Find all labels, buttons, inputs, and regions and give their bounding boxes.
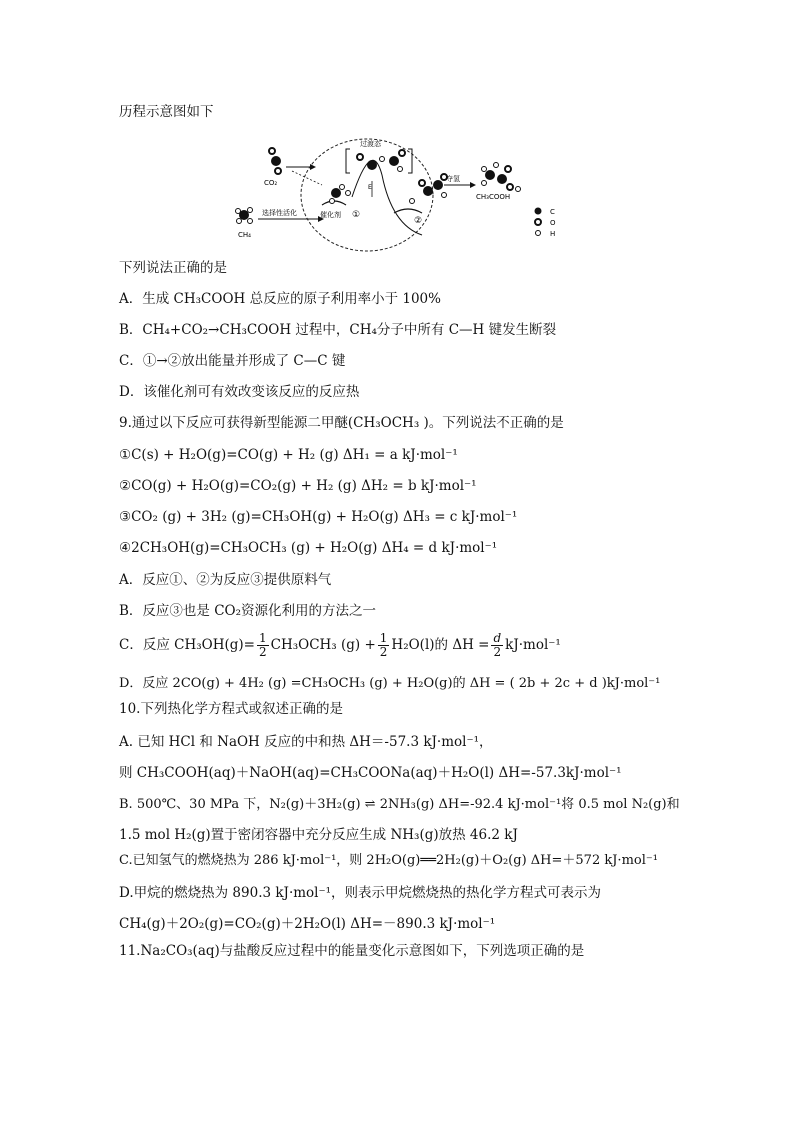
legend-c-label: C <box>550 208 555 216</box>
q9-reaction-1: ①C(s) + H₂O(g)=CO(g) + H₂ (g) ΔH₁ = a kJ·mol⁻¹ <box>119 447 458 463</box>
product-label: CH₃COOH <box>476 193 511 201</box>
energy-label: E <box>368 184 372 191</box>
co2-label: CO₂ <box>264 179 278 187</box>
q8-option-c: C．①→②放出能量并形成了 C—C 键 <box>119 353 346 369</box>
q9-option-c <box>119 632 561 659</box>
q9-option-c-pre: C．反应 CH₃OH(g)= <box>119 637 255 653</box>
q9-option-a: A．反应①、②为反应③提供原料气 <box>119 572 332 588</box>
q10-option-d-line1: D.甲烷的燃烧热为 890.3 kJ·mol⁻¹，则表示甲烷燃烧热的热化学方程式可表示为 <box>119 885 602 901</box>
legend-h-swatch <box>536 231 541 236</box>
q9-option-b: B．反应③也是 CO₂资源化利用的方法之一 <box>119 603 377 619</box>
ch4-label: CH₄ <box>238 231 251 239</box>
transition-state-label: 过渡态 <box>360 140 381 148</box>
q8-option-d: D．该催化剂可有效改变该反应的反应热 <box>119 384 360 400</box>
q10-option-d-line2: CH₄(g)＋2O₂(g)=CO₂(g)＋2H₂O(l) ΔH=－890.3 kJ·mol⁻¹ <box>119 916 496 932</box>
step-1-label: ① <box>352 210 361 220</box>
q10-option-a-line1: A. 已知 HCl 和 NaOH 反应的中和热 ΔH＝-57.3 kJ·mol⁻¹， <box>119 734 493 750</box>
q10-option-c: C.已知氢气的燃烧热为 286 kJ·mol⁻¹，则 2H₂O(g)══2H₂(g)＋O₂(g) ΔH=＋572 kJ·mol⁻¹ <box>119 853 658 868</box>
selective-activation-label: 选择性活化 <box>262 209 297 217</box>
q8-stem: 下列说法正确的是 <box>119 260 227 276</box>
q9-option-c-mid1: CH₃OCH₃ (g) + <box>270 637 376 653</box>
q10-option-b-line1: B. 500℃、30 MPa 下，N₂(g)＋3H₂(g) ⇌ 2NH₃(g) ΔH=-92.4 kJ·mol⁻¹将 0.5 mol N₂(g)和 <box>119 797 680 812</box>
q9-option-c-post: kJ·mol⁻¹ <box>505 637 561 653</box>
ch4-molecule <box>236 208 253 224</box>
legend-o-swatch <box>535 219 541 225</box>
q9-option-c-mid2: H₂O(l)的 ΔH = <box>391 637 490 653</box>
fraction-half-1: $\frac{1}{2}$ <box>258 631 267 659</box>
remove-h-label: 夺氢 <box>446 175 460 183</box>
intro-text: 历程示意图如下 <box>119 104 214 120</box>
fraction-half-2: $\frac{1}{2}$ <box>379 631 388 659</box>
q11-stem: 11.Na₂CO₃(aq)与盐酸反应过程中的能量变化示意图如下，下列选项正确的是 <box>119 943 585 959</box>
catalyst-label: 催化剂 <box>320 211 341 219</box>
legend-h-label: H <box>550 230 556 238</box>
q9-stem: 9.通过以下反应可获得新型能源二甲醚(CH₃OCH₃ )。下列说法不正确的是 <box>119 415 564 431</box>
q8-option-b: B．CH₄+CO₂→CH₃COOH 过程中，CH₄分子中所有 C—H 键发生断裂 <box>119 322 557 338</box>
q10-stem: 10.下列热化学方程式或叙述正确的是 <box>119 701 343 717</box>
q9-reaction-4: ④2CH₃OH(g)=CH₃OCH₃ (g) + H₂O(g) ΔH₄ = d kJ·mol⁻¹ <box>119 540 498 556</box>
q8-option-a: A．生成 CH₃COOH 总反应的原子利用率小于 100% <box>119 291 441 307</box>
fraction-d-half: $\frac{d}{2}$ <box>493 631 502 659</box>
intermediate-1 <box>330 185 351 204</box>
reaction-mechanism-diagram <box>232 135 572 253</box>
q9-option-d: D．反应 2CO(g) + 4H₂ (g) =CH₃OCH₃ (g) + H₂O(g)的 ΔH = ( 2b + 2c + d )kJ·mol⁻¹ <box>119 676 661 691</box>
step-2-label: ② <box>414 216 423 226</box>
catalyst-region-ellipse <box>301 139 433 251</box>
q10-option-a-line2: 则 CH₃COOH(aq)＋NaOH(aq)=CH₃COONa(aq)＋H₂O(l) ΔH=-57.3kJ·mol⁻¹ <box>119 765 622 781</box>
intermediate-2 <box>410 174 448 204</box>
q9-reaction-2: ②CO(g) + H₂O(g)=CO₂(g) + H₂ (g) ΔH₂ = b kJ·mol⁻¹ <box>119 478 477 494</box>
q10-option-b-line2: 1.5 mol H₂(g)置于密闭容器中充分反应生成 NH₃(g)放热 46.2 kJ <box>119 827 518 843</box>
q9-reaction-3: ③CO₂ (g) + 3H₂ (g)=CH₃OH(g) + H₂O(g) ΔH₃ = c kJ·mol⁻¹ <box>119 509 518 525</box>
legend-c-swatch <box>535 208 542 215</box>
acetic-acid-molecule <box>482 163 521 192</box>
legend-o-label: O <box>550 219 556 227</box>
co2-molecule <box>269 148 281 174</box>
